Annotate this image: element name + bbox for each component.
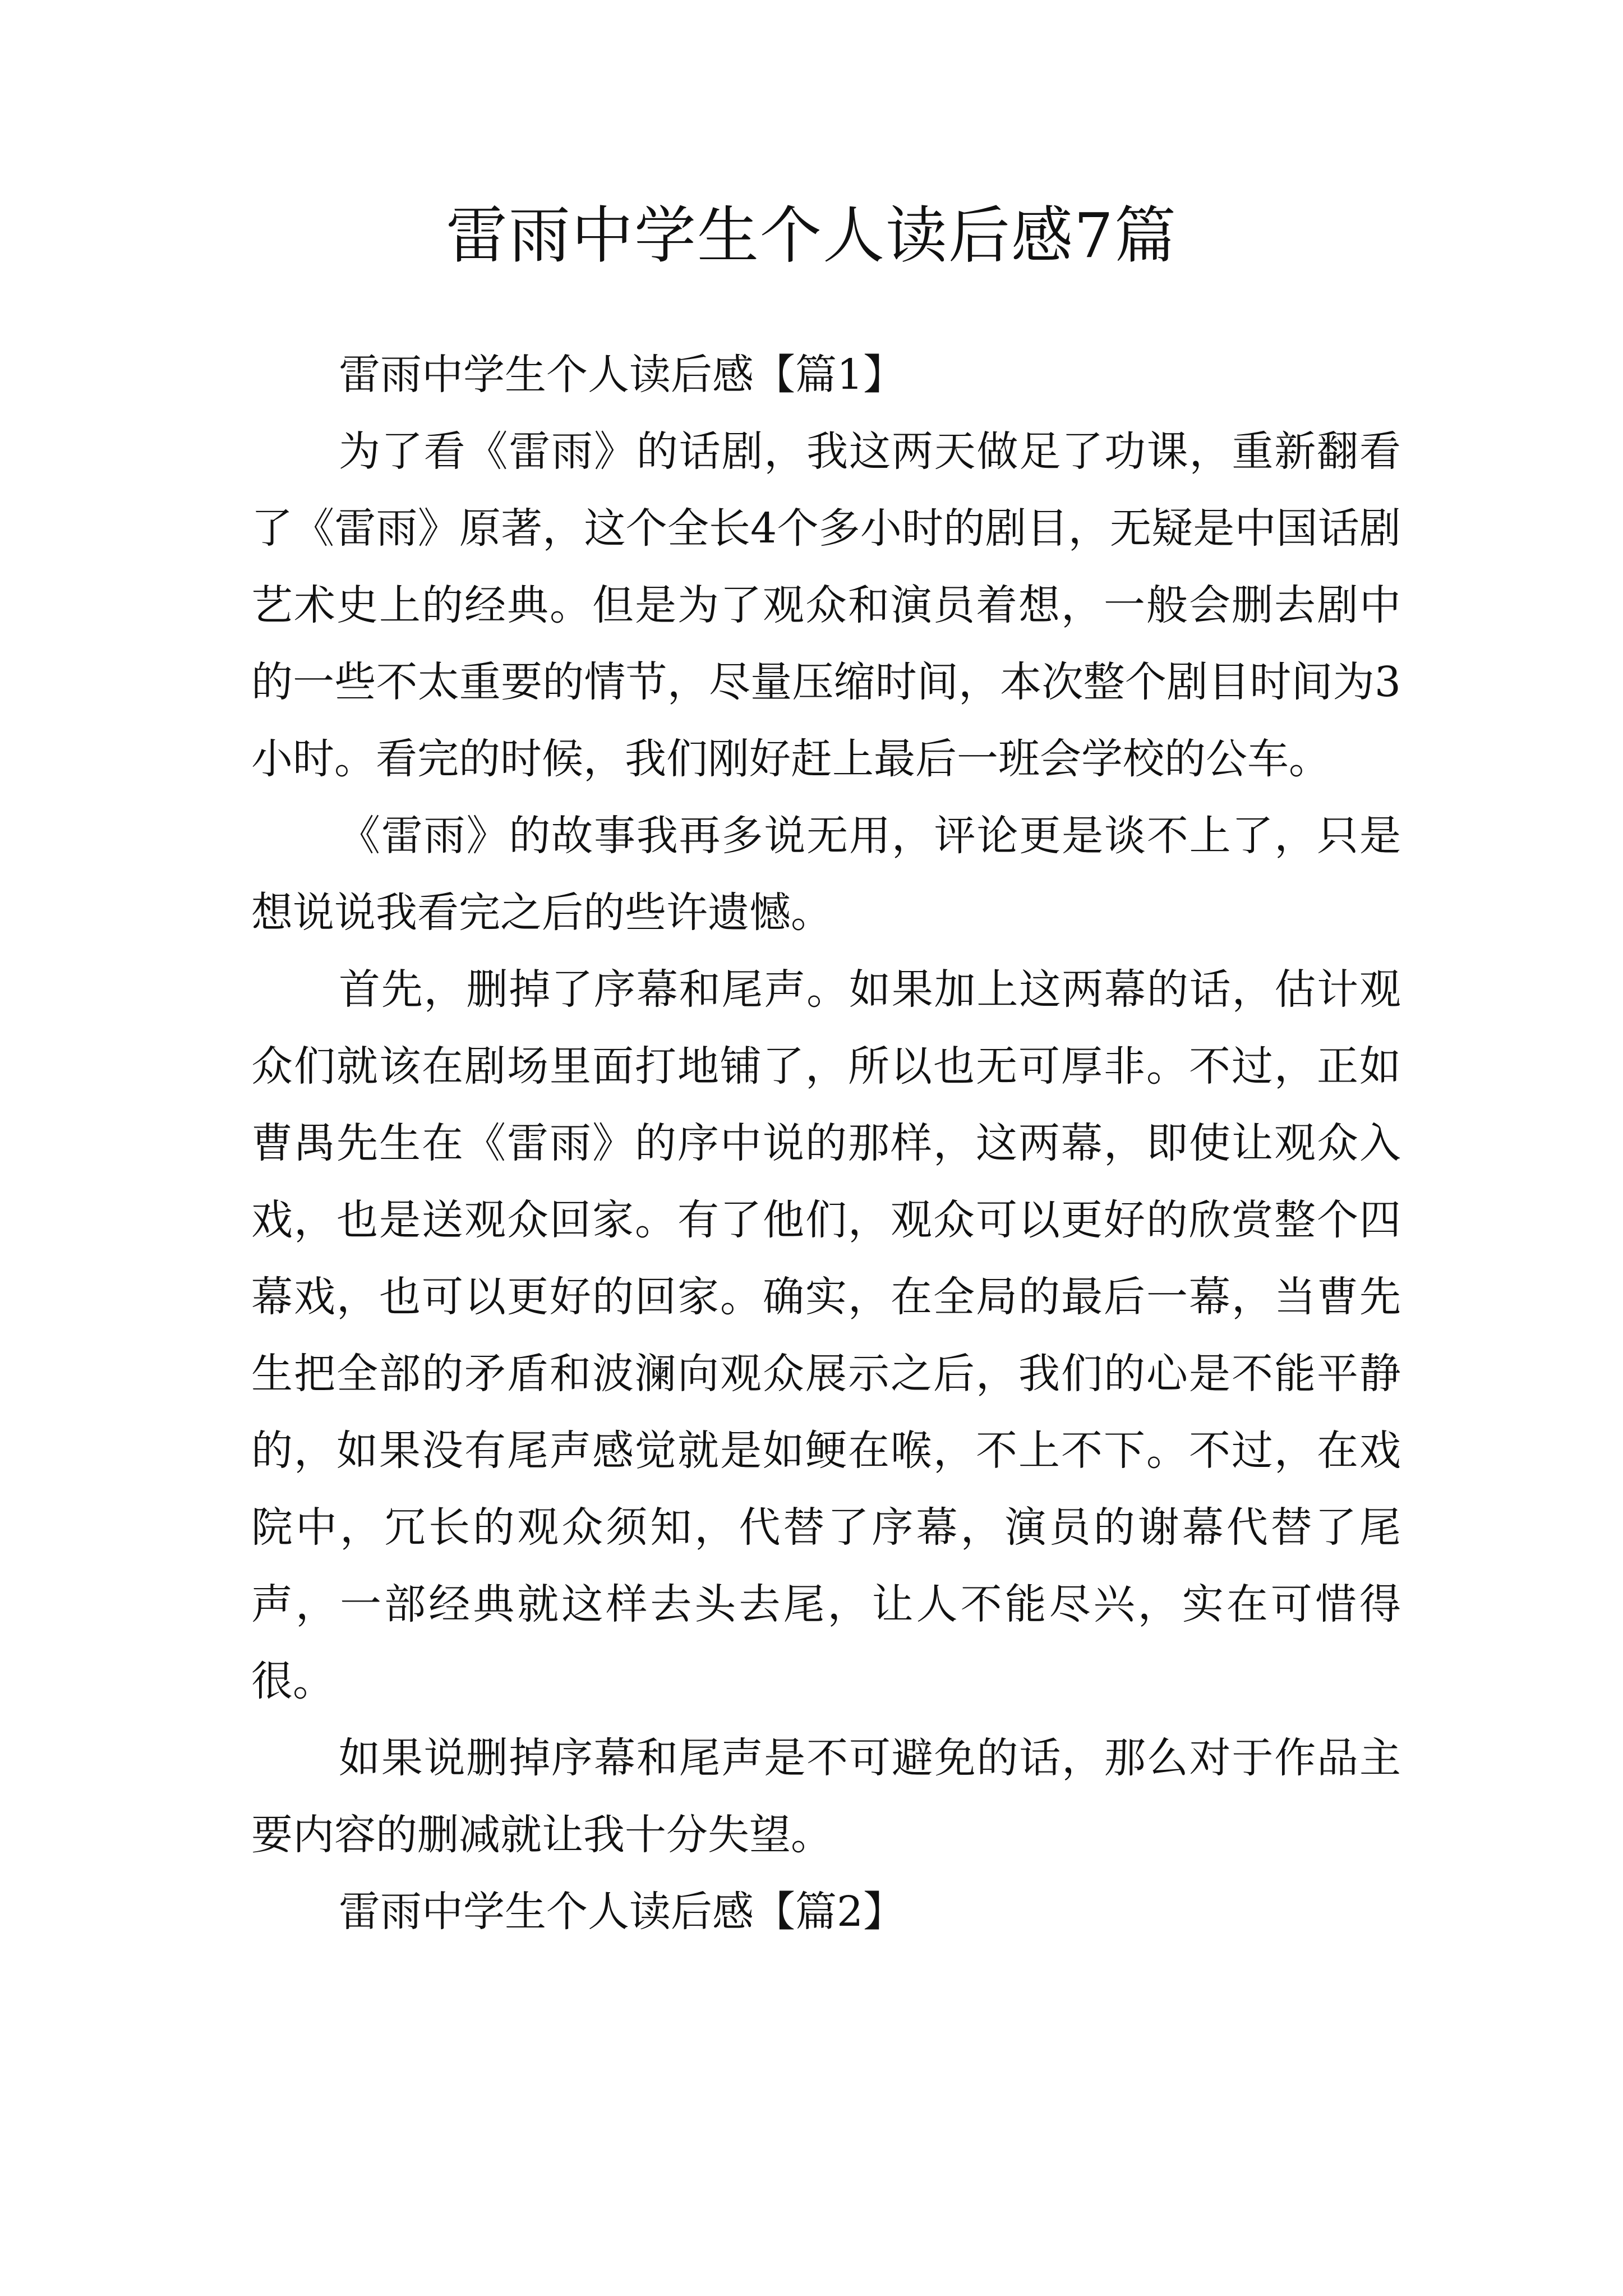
paragraph-4: 如果说删掉序幕和尾声是不可避免的话，那么对于作品主要内容的删减就让我十分失望。 <box>251 1734 1401 1859</box>
paragraph-3: 首先，删掉了序幕和尾声。如果加上这两幕的话，估计观众们就该在剧场里面打地铺了，所以也无可厚非。不过，正如曹禺先生在《雷雨》的序中说的那样，这两幕，即使让观众入戏，也是送观众回家。有了他们，观众可以更好的欣赏整个四幕戏，也可以更好的回家。确实，在全局的最后一幕，当曹先生把全部的矛盾和波澜向观众展示之后，我们的心是不能平静的，如果没有尾声感觉就是如鲠在喉，不上不下。不过，在戏院中，冗长的观众须知，代替了序幕，演员的谢幕代替了尾声，一部经典就这样去头去尾，让人不能尽兴，实在可惜得很。 <box>251 965 1401 1705</box>
paragraph-2: 《雷雨》的故事我再多说无用，评论更是谈不上了，只是想说说我看完之后的些许遗憾。 <box>251 812 1401 937</box>
section-heading-2: 雷雨中学生个人读后感【篇2】 <box>339 1888 905 1936</box>
paragraph-1: 为了看《雷雨》的话剧，我这两天做足了功课，重新翻看了《雷雨》原著，这个全长4个多小时的剧目，无疑是中国话剧艺术史上的经典。但是为了观众和演员着想，一般会删去剧中的一些不太重要的情节，尽量压缩时间，本次整个剧目时间为3小时。看完的时候，我们刚好赶上最后一班会学校的公车。 <box>251 427 1401 783</box>
section-heading-1: 雷雨中学生个人读后感【篇1】 <box>339 351 905 399</box>
document-body <box>251 337 1401 1950</box>
document-title: 雷雨中学生个人读后感7篇 <box>446 200 1177 272</box>
